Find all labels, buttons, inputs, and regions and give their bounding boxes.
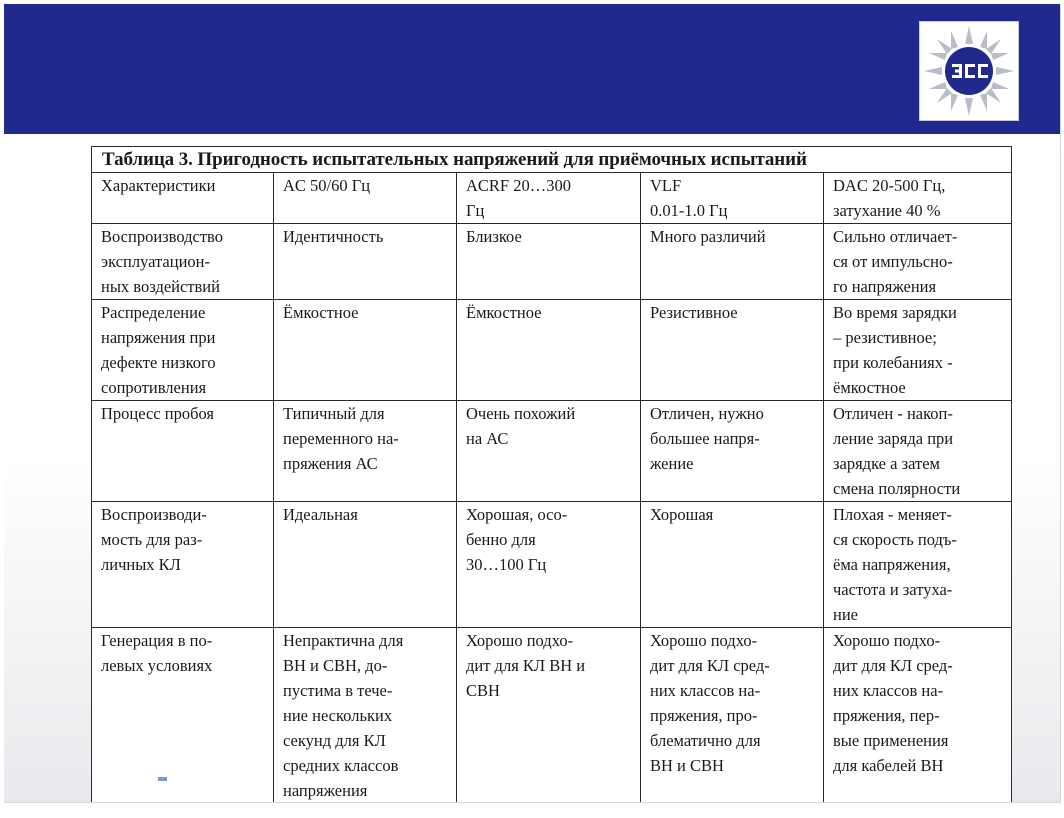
table-cell: Близкое [457,224,641,300]
row-label: Воспроизводи- мость для раз- личных КЛ [92,502,274,628]
row-label: Характеристики [92,173,274,224]
table-cell: VLF 0.01-1.0 Гц [641,173,824,224]
table-cell: Во время зарядки – резистивное; при колебаниях - ёмкостное [824,300,1012,401]
table-row [92,401,1012,502]
table-cell: ACRF 20…300 Гц [457,173,641,224]
row-label: Процесс пробоя [92,401,274,502]
table-cell: Идентичность [274,224,457,300]
table-row [92,173,1012,224]
table-cell: Типичный для переменного на- пряжения АС [274,401,457,502]
table-row [92,502,1012,628]
presentation-slide [4,4,1061,803]
row-label: Распределение напряжения при дефекте низкого сопротивления [92,300,274,401]
table-cell: Хорошо подхо- дит для КЛ ВН и СВН [457,628,641,804]
table-cell: Хорошо подхо- дит для КЛ сред- них классов на- пряжения, пер- вые применения для кабелей ВН [824,628,1012,804]
row-label: Генерация в по- левых условиях [92,628,274,804]
table-row [92,300,1012,401]
table-row [92,224,1012,300]
table-cell: Отличен, нужно большее напря- жение [641,401,824,502]
table-cell: Плохая - меняет- ся скорость подъ- ёма напряжения, частота и затуха- ние [824,502,1012,628]
table-cell: Хорошая [641,502,824,628]
table-cell: Хорошая, осо- бенно для 30…100 Гц [457,502,641,628]
table-cell: Сильно отличает- ся от импульсно- го напряжения [824,224,1012,300]
sun-disc-logo-icon [920,22,1018,120]
company-logo [919,21,1019,121]
header-banner [4,4,1060,134]
suitability-table [91,146,1012,803]
slide-marker [158,777,167,781]
table-cell: Много различий [641,224,824,300]
table-row [92,628,1012,804]
table-cell: AC 50/60 Гц [274,173,457,224]
table-cell: Отличен - накоп- ление заряда при зарядке а затем смена полярности [824,401,1012,502]
table-cell: Идеальная [274,502,457,628]
caption-row [92,147,1012,173]
row-label: Воспроизводство эксплуатацион- ных воздействий [92,224,274,300]
table-cell: Ёмкостное [457,300,641,401]
table-cell: Непрактична для ВН и СВН, до- пустима в тече- ние нескольких секунд для КЛ средних классов напряжения [274,628,457,804]
table-caption: Таблица 3. Пригодность испытательных напряжений для приёмочных испытаний [92,147,1012,173]
table-cell: Очень похожий на АС [457,401,641,502]
table-cell: DAC 20-500 Гц, затухание 40 % [824,173,1012,224]
table-cell: Хорошо подхо- дит для КЛ сред- них классов на- пряжения, про- блематично для ВН и СВН [641,628,824,804]
table-cell: Резистивное [641,300,824,401]
table-cell: Ёмкостное [274,300,457,401]
